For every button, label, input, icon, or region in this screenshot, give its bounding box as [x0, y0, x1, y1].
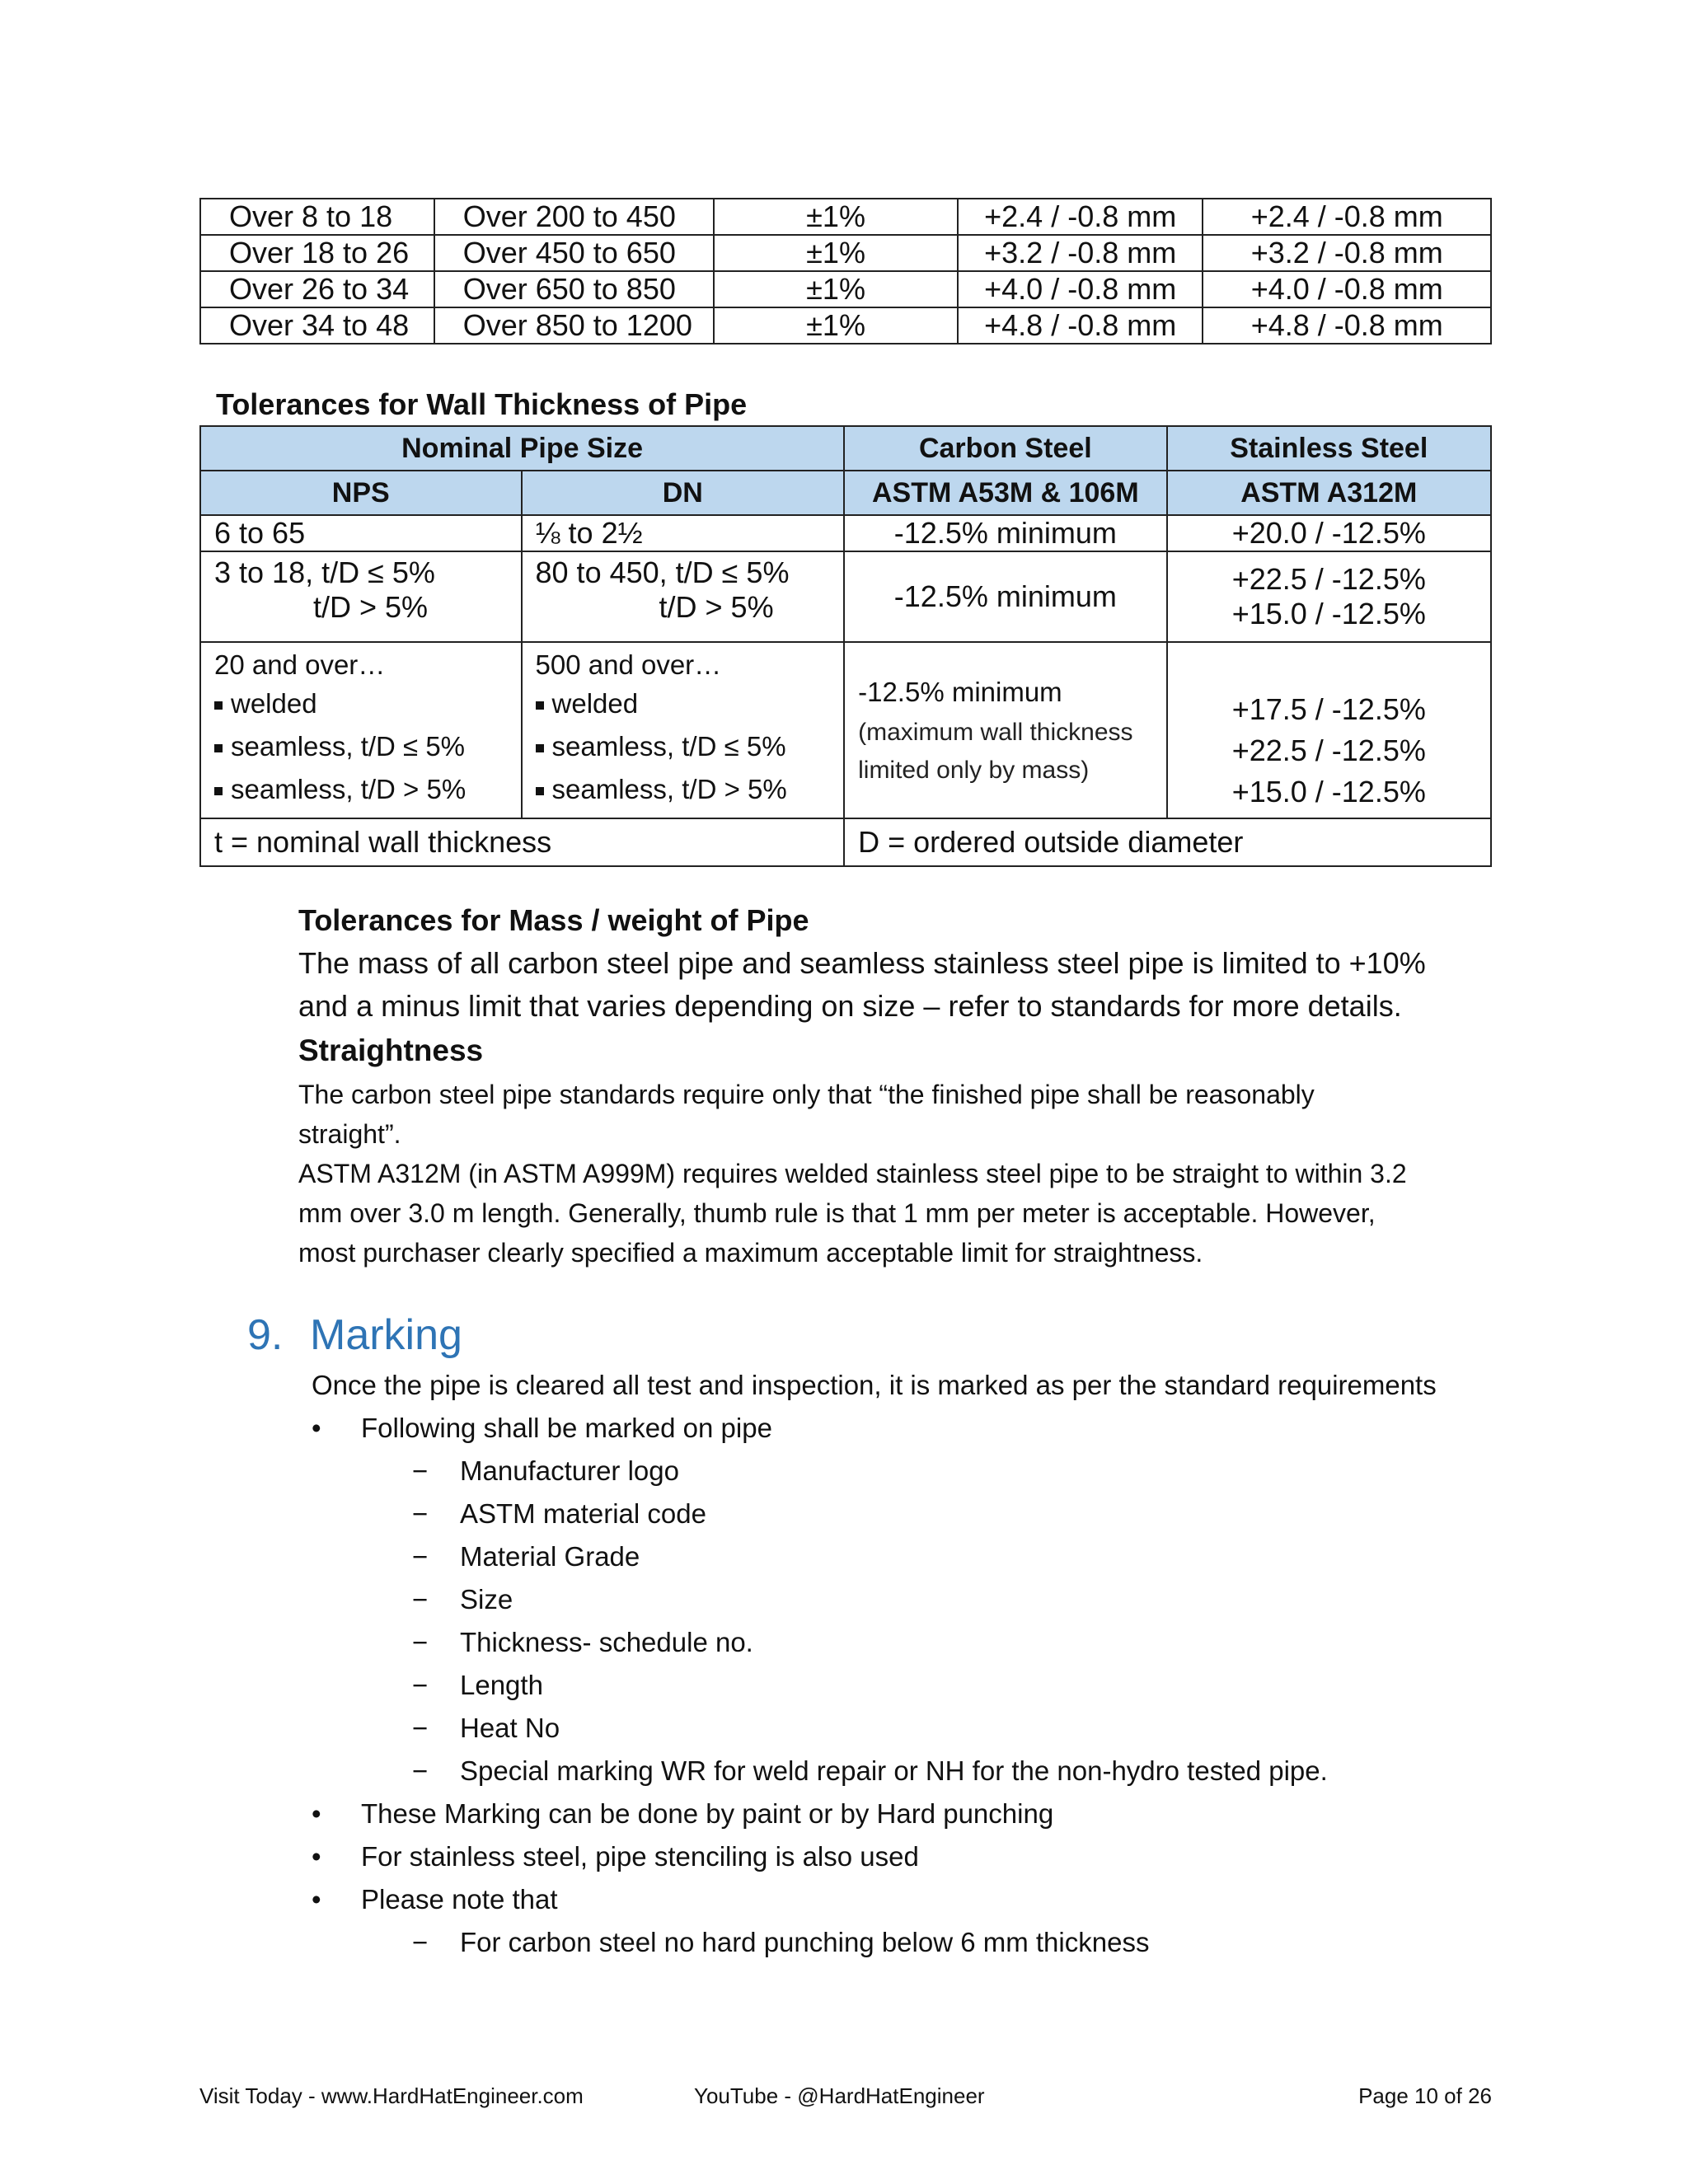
stainless-cell: [1167, 642, 1491, 818]
carbon-note: limited only by mass): [858, 757, 1090, 784]
carbon-cell: [844, 642, 1166, 818]
list-item: [412, 1584, 513, 1615]
straightness-line: ASTM A312M (in ASTM A999M) requires welded stainless steel pipe to be straight to within 3.2: [298, 1159, 1407, 1188]
list-item: seamless, t/D > 5%: [536, 768, 844, 811]
carbon-cell: -12.5% minimum: [844, 551, 1166, 642]
footnote-t: t = nominal wall thickness: [200, 818, 844, 866]
carbon-cell: +3.2 / -0.8 mm: [958, 235, 1203, 271]
stainless-cell: +2.4 / -0.8 mm: [1203, 199, 1491, 235]
nps-line: 3 to 18, t/D ≤ 5%: [214, 555, 435, 589]
nps-cell: Over 34 to 48: [200, 307, 434, 344]
footnote-row: [200, 818, 1491, 866]
marking-intro: Once the pipe is cleared all test and inspection, it is marked as per the standard requirements: [312, 1370, 1437, 1400]
mass-line: The mass of all carbon steel pipe and seamless stainless steel pipe is limited to +10%: [298, 946, 1426, 980]
table-row: [200, 235, 1491, 271]
stainless-line: +15.0 / -12.5%: [1231, 597, 1426, 630]
square-bullet-icon: [214, 701, 223, 710]
square-bullet-icon: [536, 744, 544, 752]
table-row: [200, 551, 1491, 642]
footer-page-number: Page 10 of 26: [1358, 2083, 1492, 2108]
dash-icon: −: [412, 1670, 429, 1700]
footer-website: Visit Today - www.HardHatEngineer.com: [199, 2083, 584, 2108]
list-item: [412, 1541, 640, 1572]
stainless-cell: +4.0 / -0.8 mm: [1203, 271, 1491, 307]
list-item: seamless, t/D ≤ 5%: [214, 725, 521, 768]
list-item-label: Special marking WR for weld repair or NH for the non-hydro tested pipe.: [460, 1755, 1328, 1786]
nps-cell: Over 18 to 26: [200, 235, 434, 271]
list-item: [412, 1713, 560, 1744]
dn-line: 80 to 450, t/D ≤ 5%: [535, 555, 790, 589]
stainless-cell: [1167, 551, 1491, 642]
percent-cell: ±1%: [714, 307, 958, 344]
straightness-line: mm over 3.0 m length. Generally, thumb rule is that 1 mm per meter is acceptable. However,: [298, 1198, 1376, 1228]
percent-cell: ±1%: [714, 271, 958, 307]
dn-cell: Over 200 to 450: [434, 199, 715, 235]
stainless-line: +15.0 / -12.5%: [1231, 775, 1426, 808]
square-bullet-icon: [214, 744, 223, 752]
dn-cell: Over 450 to 650: [434, 235, 715, 271]
dn-cell: [522, 551, 845, 642]
carbon-cell: -12.5% minimum: [844, 515, 1166, 551]
list-item: welded: [536, 682, 844, 725]
list-item: [412, 1670, 543, 1701]
dn-cell: Over 850 to 1200: [434, 307, 715, 344]
percent-cell: ±1%: [714, 235, 958, 271]
straightness-line: straight”.: [298, 1119, 401, 1149]
table-row: [200, 271, 1491, 307]
list-item: welded: [214, 682, 521, 725]
square-bullet-icon: [214, 787, 223, 795]
dn-cell: [522, 642, 845, 818]
list-item-label: Thickness- schedule no.: [460, 1627, 753, 1657]
list-item-label: Size: [460, 1584, 513, 1615]
list-item-label: Material Grade: [460, 1541, 640, 1572]
nominal-size-header: Nominal Pipe Size: [200, 426, 844, 471]
section-title: Marking: [310, 1311, 462, 1359]
bullet-icon: •: [312, 1798, 321, 1829]
list-item: [412, 1498, 706, 1530]
stainless-standard-header: ASTM A312M: [1167, 471, 1491, 515]
list-item: [312, 1884, 558, 1915]
bullet-icon: •: [312, 1841, 321, 1872]
stainless-cell: +20.0 / -12.5%: [1167, 515, 1491, 551]
stainless-line: +17.5 / -12.5%: [1231, 692, 1426, 726]
list-item: [412, 1455, 679, 1487]
list-item-label: ASTM material code: [460, 1498, 706, 1529]
carbon-steel-header: Carbon Steel: [844, 426, 1166, 471]
nps-cell: Over 8 to 18: [200, 199, 434, 235]
dash-icon: −: [412, 1541, 429, 1572]
nps-cell: [200, 642, 522, 818]
list-item-label: For stainless steel, pipe stenciling is also used: [361, 1841, 919, 1872]
list-item: [312, 1841, 919, 1872]
dash-icon: −: [412, 1584, 429, 1615]
carbon-standard-header: ASTM A53M & 106M: [844, 471, 1166, 515]
header-row: [200, 471, 1491, 515]
mass-heading: Tolerances for Mass / weight of Pipe: [298, 903, 809, 937]
dn-group-head: 500 and over…: [535, 649, 722, 680]
straightness-line: most purchaser clearly specified a maximum acceptable limit for straightness.: [298, 1238, 1203, 1268]
list-item: seamless, t/D ≤ 5%: [536, 725, 844, 768]
stainless-cell: +4.8 / -0.8 mm: [1203, 307, 1491, 344]
list-item-label: Heat No: [460, 1713, 560, 1743]
carbon-cell: +4.0 / -0.8 mm: [958, 271, 1203, 307]
list-item-label: Please note that: [361, 1884, 558, 1915]
table-row: [200, 307, 1491, 344]
header-row: [200, 426, 1491, 471]
nps-cell: [200, 551, 522, 642]
nps-line: t/D > 5%: [313, 590, 429, 624]
square-bullet-icon: [536, 787, 544, 795]
dash-icon: −: [412, 1713, 429, 1743]
straightness-heading: Straightness: [298, 1033, 484, 1067]
nps-cell: Over 26 to 34: [200, 271, 434, 307]
list-item: seamless, t/D > 5%: [214, 768, 521, 811]
list-item: [412, 1755, 1328, 1787]
bullet-icon: •: [312, 1884, 321, 1915]
straightness-line: The carbon steel pipe standards require only that “the finished pipe shall be reasonably: [298, 1080, 1315, 1109]
list-item-label: Length: [460, 1670, 543, 1700]
footer-youtube: YouTube - @HardHatEngineer: [694, 2083, 985, 2108]
wall-thickness-table: [199, 425, 1492, 867]
list-item: [312, 1798, 1053, 1830]
stainless-steel-header: Stainless Steel: [1167, 426, 1491, 471]
bullet-icon: •: [312, 1413, 321, 1443]
section-number: 9.: [247, 1311, 284, 1359]
stainless-cell: +3.2 / -0.8 mm: [1203, 235, 1491, 271]
square-bullet-icon: [536, 701, 544, 710]
dn-line: t/D > 5%: [659, 590, 774, 624]
wall-thickness-heading: Tolerances for Wall Thickness of Pipe: [216, 387, 748, 421]
table-row: [200, 642, 1491, 818]
list-item-label: These Marking can be done by paint or by Hard punching: [361, 1798, 1054, 1829]
carbon-cell: +2.4 / -0.8 mm: [958, 199, 1203, 235]
list-item: [412, 1927, 1149, 1958]
stainless-line: +22.5 / -12.5%: [1231, 733, 1426, 767]
list-item-label: For carbon steel no hard punching below 6 mm thickness: [460, 1927, 1150, 1957]
carbon-cell: +4.8 / -0.8 mm: [958, 307, 1203, 344]
table-row: [200, 515, 1491, 551]
dash-icon: −: [412, 1455, 429, 1486]
dash-icon: −: [412, 1627, 429, 1657]
nps-cell: 6 to 65: [200, 515, 522, 551]
stainless-line: +22.5 / -12.5%: [1231, 562, 1426, 596]
footnote-d: D = ordered outside diameter: [844, 818, 1491, 866]
table-row: [200, 199, 1491, 235]
dn-cell: Over 650 to 850: [434, 271, 715, 307]
mass-line: and a minus limit that varies depending on size – refer to standards for more details.: [298, 989, 1402, 1023]
od-tolerance-table: [199, 198, 1492, 344]
dn-header: DN: [522, 471, 845, 515]
carbon-note: (maximum wall thickness: [858, 719, 1133, 746]
dash-icon: −: [412, 1755, 429, 1786]
nps-group-head: 20 and over…: [214, 649, 386, 680]
list-item: [312, 1413, 772, 1444]
list-item: [412, 1627, 753, 1658]
percent-cell: ±1%: [714, 199, 958, 235]
list-item-label: Manufacturer logo: [460, 1455, 679, 1486]
carbon-line: -12.5% minimum: [858, 677, 1062, 707]
dash-icon: −: [412, 1498, 429, 1529]
nps-header: NPS: [200, 471, 522, 515]
dn-cell: ⅛ to 2½: [522, 515, 845, 551]
list-item-label: Following shall be marked on pipe: [361, 1413, 772, 1443]
dash-icon: −: [412, 1927, 429, 1957]
